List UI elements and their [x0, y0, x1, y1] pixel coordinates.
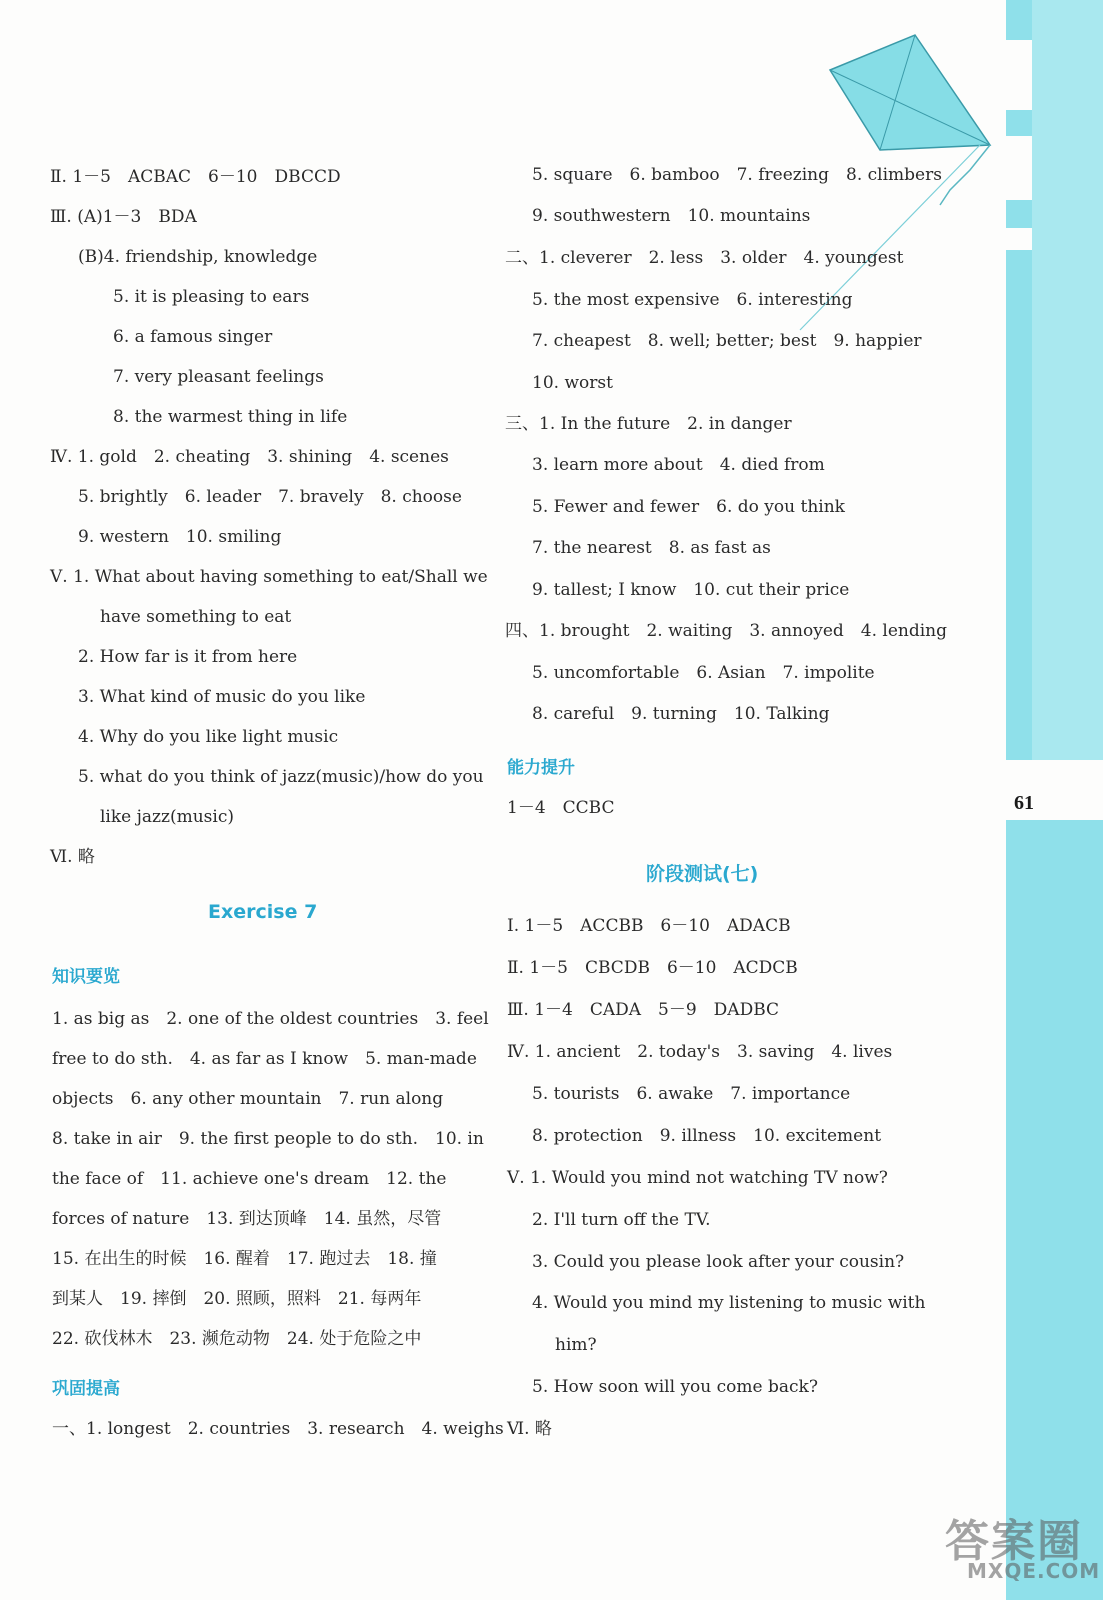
answer-line: 7. very pleasant feelings — [113, 367, 324, 387]
answer-line: 四、1. brought 2. waiting 3. annoyed 4. lending — [505, 621, 947, 641]
answer-line: have something to eat — [100, 607, 292, 627]
knowledge-line: 到某人 19. 摔倒 20. 照顾，照料 21. 每两年 — [52, 1289, 422, 1309]
knowledge-line: objects 6. any other mountain 7. run along — [52, 1089, 444, 1109]
watermark-url: MXQE.COM — [967, 1559, 1101, 1583]
answer-line: 9. tallest; I know 10. cut their price — [532, 580, 850, 600]
answer-line: 5. square 6. bamboo 7. freezing 8. climbers — [532, 165, 942, 185]
section-heading-knowledge: 知识要览 — [52, 967, 120, 987]
answer-line: 5. brightly 6. leader 7. bravely 8. choose — [78, 487, 462, 507]
test-line: 3. Could you please look after your cousin? — [532, 1252, 905, 1272]
test-line: Ⅴ. 1. Would you mind not watching TV now? — [507, 1168, 888, 1188]
section-heading-consolidate: 巩固提高 — [52, 1379, 120, 1399]
test-line: Ⅳ. 1. ancient 2. today's 3. saving 4. lives — [507, 1042, 893, 1062]
section-heading-ability: 能力提升 — [507, 758, 575, 778]
test-line: 8. protection 9. illness 10. excitement — [532, 1126, 882, 1146]
answer-line: 7. cheapest 8. well; better; best 9. happier — [532, 331, 922, 351]
answer-line: 5. the most expensive 6. interesting — [532, 290, 853, 310]
test-line: 4. Would you mind my listening to music with — [532, 1293, 926, 1313]
answer-line: 8. the warmest thing in life — [113, 407, 348, 427]
answer-line: 3. What kind of music do you like — [78, 687, 366, 707]
knowledge-line: 22. 砍伐林木 23. 濒危动物 24. 处于危险之中 — [52, 1329, 422, 1349]
test-title: 阶段测试(七) — [646, 863, 759, 885]
answer-line: 三、1. In the future 2. in danger — [505, 414, 792, 434]
answer-line: 9. western 10. smiling — [78, 527, 282, 547]
answer-line: 4. Why do you like light music — [78, 727, 339, 747]
test-line: Ⅲ. 1－4 CADA 5－9 DADBC — [507, 1000, 780, 1020]
answer-line: 5. it is pleasing to ears — [113, 287, 310, 307]
answer-line: 8. careful 9. turning 10. Talking — [532, 704, 830, 724]
knowledge-line: 8. take in air 9. the first people to do sth. 10. in — [52, 1129, 484, 1149]
answer-line: like jazz(music) — [100, 807, 234, 827]
answer-line: 10. worst — [532, 373, 613, 393]
test-line: 5. How soon will you come back? — [532, 1377, 818, 1397]
answer-line: Ⅴ. 1. What about having something to eat/Shall we — [50, 567, 488, 587]
consolidate-line: 一、1. longest 2. countries 3. research 4. weighs — [52, 1419, 504, 1439]
test-line: 2. I'll turn off the TV. — [532, 1210, 711, 1230]
knowledge-line: 15. 在出生的时候 16. 醒着 17. 跑过去 18. 撞 — [52, 1249, 437, 1269]
watermark — [945, 1505, 1101, 1583]
answer-line: 二、1. cleverer 2. less 3. older 4. youngest — [505, 248, 904, 268]
test-line: him? — [555, 1335, 597, 1355]
test-line: Ⅱ. 1－5 CBCDB 6－10 ACDCB — [507, 958, 798, 978]
knowledge-line: 1. as big as 2. one of the oldest countries 3. feel — [52, 1009, 489, 1029]
answer-line: 9. southwestern 10. mountains — [532, 206, 811, 226]
answer-line: Ⅲ. (A)1－3 BDA — [50, 207, 197, 227]
answer-line: Ⅱ. 1－5 ACBAC 6－10 DBCCD — [50, 167, 341, 187]
test-line: Ⅵ. 略 — [507, 1419, 552, 1439]
answer-line: (B)4. friendship, knowledge — [78, 247, 318, 267]
watermark-text: 答案圈 — [945, 1516, 1083, 1567]
answer-line: 5. Fewer and fewer 6. do you think — [532, 497, 845, 517]
answer-line: Ⅵ. 略 — [50, 847, 95, 867]
ability-line: 1－4 CCBC — [507, 798, 615, 818]
answer-line: 5. what do you think of jazz(music)/how do you — [78, 767, 484, 787]
test-line: 5. tourists 6. awake 7. importance — [532, 1084, 851, 1104]
knowledge-line: the face of 11. achieve one's dream 12. the — [52, 1169, 447, 1189]
answer-line: 5. uncomfortable 6. Asian 7. impolite — [532, 663, 875, 683]
knowledge-line: forces of nature 13. 到达顶峰 14. 虽然，尽管 — [52, 1209, 442, 1229]
answer-line: 6. a famous singer — [113, 327, 273, 347]
answer-line: Ⅳ. 1. gold 2. cheating 3. shining 4. scenes — [50, 447, 449, 467]
test-line: Ⅰ. 1－5 ACCBB 6－10 ADACB — [507, 916, 791, 936]
answer-line: 7. the nearest 8. as fast as — [532, 538, 771, 558]
knowledge-line: free to do sth. 4. as far as I know 5. man-made — [52, 1049, 477, 1069]
answer-line: 2. How far is it from here — [78, 647, 298, 667]
answer-line: 3. learn more about 4. died from — [532, 455, 825, 475]
page-number: 61 — [1014, 792, 1034, 814]
exercise-title: Exercise 7 — [208, 901, 318, 923]
